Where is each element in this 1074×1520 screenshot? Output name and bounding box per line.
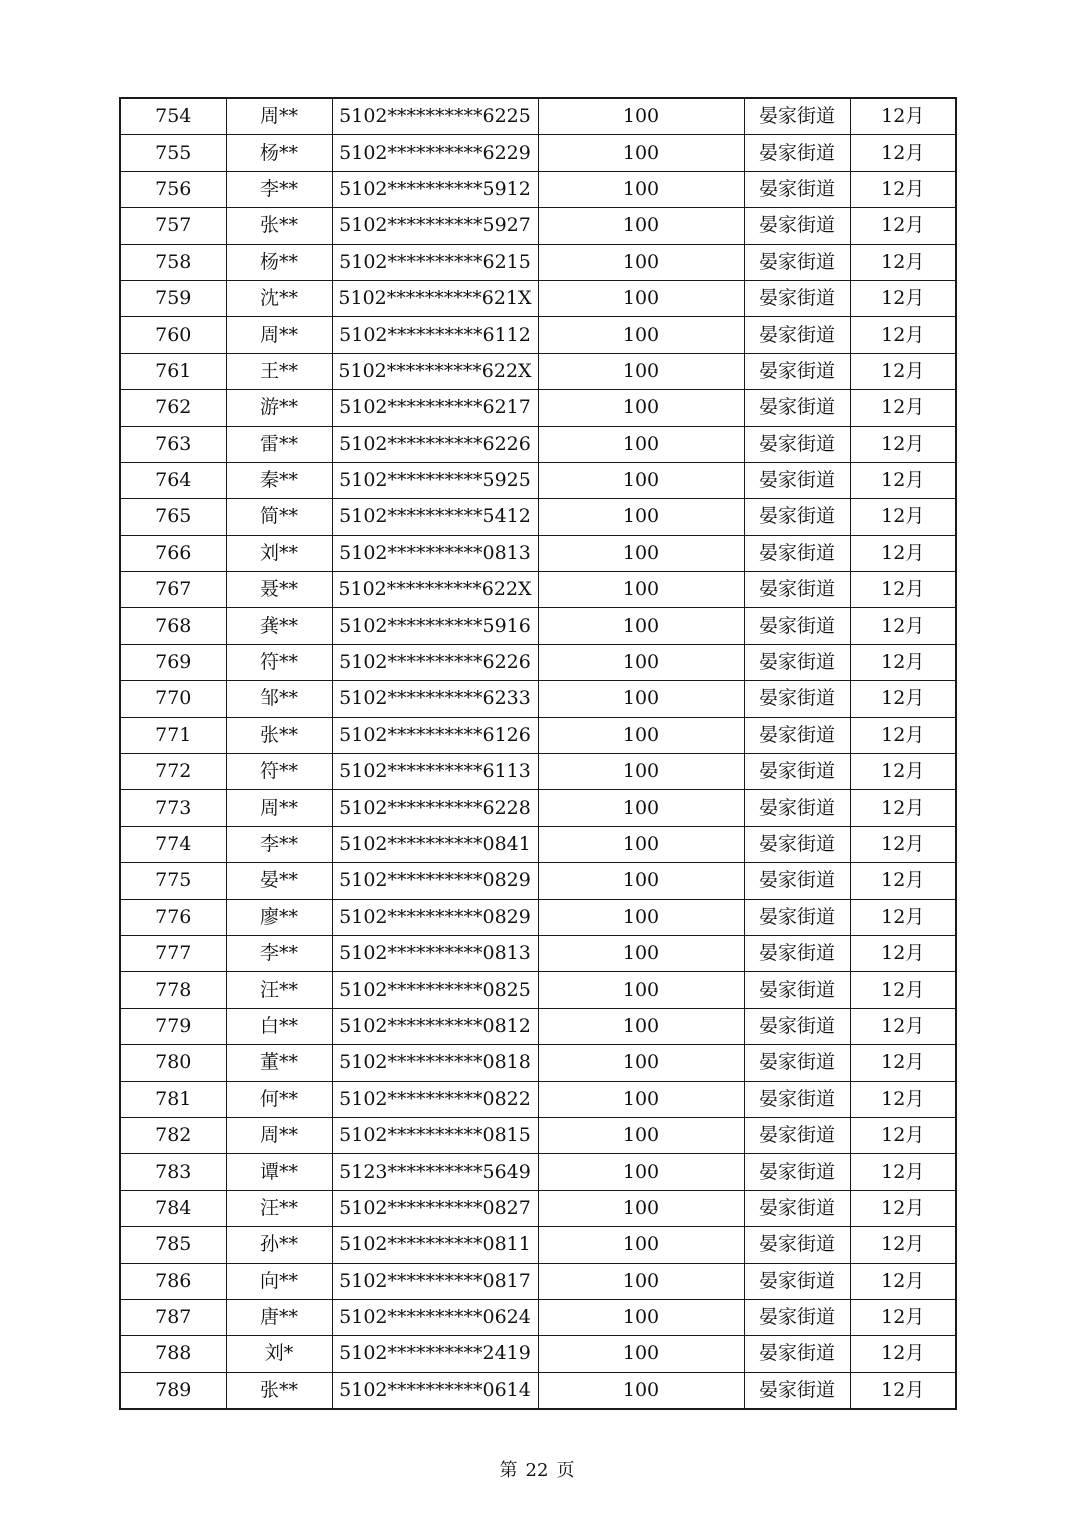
cell-name: 简** bbox=[226, 499, 332, 535]
cell-street: 晏家街道 bbox=[744, 1154, 850, 1190]
cell-serial-number: 771 bbox=[120, 717, 226, 753]
cell-serial-number: 789 bbox=[120, 1372, 226, 1409]
cell-month: 12月 bbox=[850, 972, 956, 1008]
table-row bbox=[120, 826, 956, 862]
cell-street: 晏家街道 bbox=[744, 754, 850, 790]
cell-serial-number: 762 bbox=[120, 390, 226, 426]
cell-month: 12月 bbox=[850, 462, 956, 498]
cell-street: 晏家街道 bbox=[744, 1299, 850, 1335]
cell-serial-number: 783 bbox=[120, 1154, 226, 1190]
cell-serial-number: 754 bbox=[120, 98, 226, 135]
cell-month: 12月 bbox=[850, 208, 956, 244]
cell-name: 唐** bbox=[226, 1299, 332, 1335]
cell-name: 周** bbox=[226, 790, 332, 826]
cell-street: 晏家街道 bbox=[744, 135, 850, 171]
cell-serial-number: 767 bbox=[120, 572, 226, 608]
cell-serial-number: 787 bbox=[120, 1299, 226, 1335]
table-row bbox=[120, 98, 956, 135]
cell-name: 汪** bbox=[226, 1190, 332, 1226]
cell-serial-number: 770 bbox=[120, 681, 226, 717]
cell-amount: 100 bbox=[538, 935, 744, 971]
cell-id-number: 5102**********5912 bbox=[332, 171, 538, 207]
cell-name: 雷** bbox=[226, 426, 332, 462]
cell-id-number: 5102**********622X bbox=[332, 572, 538, 608]
cell-month: 12月 bbox=[850, 608, 956, 644]
table-row bbox=[120, 1299, 956, 1335]
table-row bbox=[120, 171, 956, 207]
cell-month: 12月 bbox=[850, 754, 956, 790]
cell-month: 12月 bbox=[850, 681, 956, 717]
cell-serial-number: 765 bbox=[120, 499, 226, 535]
table-row bbox=[120, 1372, 956, 1409]
cell-month: 12月 bbox=[850, 1227, 956, 1263]
cell-id-number: 5102**********0813 bbox=[332, 535, 538, 571]
cell-amount: 100 bbox=[538, 899, 744, 935]
cell-street: 晏家街道 bbox=[744, 353, 850, 389]
cell-id-number: 5102**********0812 bbox=[332, 1008, 538, 1044]
cell-serial-number: 766 bbox=[120, 535, 226, 571]
cell-street: 晏家街道 bbox=[744, 280, 850, 316]
table-row bbox=[120, 899, 956, 935]
cell-name: 李** bbox=[226, 171, 332, 207]
cell-serial-number: 756 bbox=[120, 171, 226, 207]
cell-serial-number: 777 bbox=[120, 935, 226, 971]
table-row bbox=[120, 1081, 956, 1117]
cell-id-number: 5102**********5925 bbox=[332, 462, 538, 498]
cell-id-number: 5102**********0827 bbox=[332, 1190, 538, 1226]
cell-amount: 100 bbox=[538, 681, 744, 717]
table-row bbox=[120, 244, 956, 280]
cell-street: 晏家街道 bbox=[744, 499, 850, 535]
cell-amount: 100 bbox=[538, 499, 744, 535]
cell-serial-number: 761 bbox=[120, 353, 226, 389]
cell-name: 张** bbox=[226, 717, 332, 753]
cell-serial-number: 758 bbox=[120, 244, 226, 280]
table-row bbox=[120, 1154, 956, 1190]
cell-month: 12月 bbox=[850, 98, 956, 135]
table-row bbox=[120, 608, 956, 644]
table-row bbox=[120, 1117, 956, 1153]
cell-id-number: 5102**********0822 bbox=[332, 1081, 538, 1117]
cell-name: 符** bbox=[226, 644, 332, 680]
cell-street: 晏家街道 bbox=[744, 1081, 850, 1117]
cell-id-number: 5102**********0829 bbox=[332, 863, 538, 899]
cell-id-number: 5102**********0813 bbox=[332, 935, 538, 971]
cell-amount: 100 bbox=[538, 1081, 744, 1117]
cell-street: 晏家街道 bbox=[744, 1190, 850, 1226]
cell-month: 12月 bbox=[850, 317, 956, 353]
cell-amount: 100 bbox=[538, 1263, 744, 1299]
cell-month: 12月 bbox=[850, 390, 956, 426]
cell-id-number: 5102**********5927 bbox=[332, 208, 538, 244]
cell-id-number: 5102**********0818 bbox=[332, 1045, 538, 1081]
cell-amount: 100 bbox=[538, 135, 744, 171]
cell-name: 谭** bbox=[226, 1154, 332, 1190]
table-row bbox=[120, 353, 956, 389]
table-row bbox=[120, 390, 956, 426]
cell-street: 晏家街道 bbox=[744, 1336, 850, 1372]
cell-amount: 100 bbox=[538, 1372, 744, 1409]
cell-name: 邹** bbox=[226, 681, 332, 717]
table-row bbox=[120, 790, 956, 826]
cell-street: 晏家街道 bbox=[744, 644, 850, 680]
cell-month: 12月 bbox=[850, 353, 956, 389]
cell-serial-number: 763 bbox=[120, 426, 226, 462]
cell-month: 12月 bbox=[850, 1336, 956, 1372]
cell-serial-number: 786 bbox=[120, 1263, 226, 1299]
cell-serial-number: 776 bbox=[120, 899, 226, 935]
table-row bbox=[120, 1263, 956, 1299]
cell-amount: 100 bbox=[538, 390, 744, 426]
cell-month: 12月 bbox=[850, 935, 956, 971]
cell-street: 晏家街道 bbox=[744, 1117, 850, 1153]
cell-serial-number: 782 bbox=[120, 1117, 226, 1153]
cell-serial-number: 774 bbox=[120, 826, 226, 862]
cell-name: 何** bbox=[226, 1081, 332, 1117]
table-row bbox=[120, 1227, 956, 1263]
cell-name: 游** bbox=[226, 390, 332, 426]
cell-name: 聂** bbox=[226, 572, 332, 608]
cell-amount: 100 bbox=[538, 572, 744, 608]
cell-street: 晏家街道 bbox=[744, 899, 850, 935]
table-row bbox=[120, 317, 956, 353]
cell-month: 12月 bbox=[850, 171, 956, 207]
cell-name: 符** bbox=[226, 754, 332, 790]
cell-amount: 100 bbox=[538, 1190, 744, 1226]
cell-amount: 100 bbox=[538, 1045, 744, 1081]
cell-street: 晏家街道 bbox=[744, 317, 850, 353]
roster-body bbox=[120, 98, 956, 1409]
cell-serial-number: 778 bbox=[120, 972, 226, 1008]
cell-id-number: 5102**********5916 bbox=[332, 608, 538, 644]
cell-amount: 100 bbox=[538, 171, 744, 207]
cell-street: 晏家街道 bbox=[744, 1045, 850, 1081]
cell-serial-number: 764 bbox=[120, 462, 226, 498]
table-row bbox=[120, 1336, 956, 1372]
cell-id-number: 5102**********622X bbox=[332, 353, 538, 389]
table-row bbox=[120, 1008, 956, 1044]
cell-id-number: 5102**********0614 bbox=[332, 1372, 538, 1409]
cell-month: 12月 bbox=[850, 572, 956, 608]
cell-name: 孙** bbox=[226, 1227, 332, 1263]
cell-street: 晏家街道 bbox=[744, 98, 850, 135]
cell-serial-number: 779 bbox=[120, 1008, 226, 1044]
cell-street: 晏家街道 bbox=[744, 1227, 850, 1263]
cell-month: 12月 bbox=[850, 899, 956, 935]
cell-serial-number: 785 bbox=[120, 1227, 226, 1263]
cell-name: 晏** bbox=[226, 863, 332, 899]
page-footer bbox=[0, 1456, 1074, 1482]
table-row bbox=[120, 535, 956, 571]
cell-street: 晏家街道 bbox=[744, 863, 850, 899]
cell-id-number: 5102**********6229 bbox=[332, 135, 538, 171]
cell-id-number: 5102**********621X bbox=[332, 280, 538, 316]
cell-amount: 100 bbox=[538, 280, 744, 316]
cell-street: 晏家街道 bbox=[744, 171, 850, 207]
cell-name: 张** bbox=[226, 208, 332, 244]
cell-amount: 100 bbox=[538, 790, 744, 826]
cell-month: 12月 bbox=[850, 135, 956, 171]
cell-street: 晏家街道 bbox=[744, 790, 850, 826]
cell-month: 12月 bbox=[850, 1372, 956, 1409]
cell-name: 杨** bbox=[226, 244, 332, 280]
cell-month: 12月 bbox=[850, 244, 956, 280]
table-row bbox=[120, 426, 956, 462]
table-row bbox=[120, 717, 956, 753]
cell-street: 晏家街道 bbox=[744, 608, 850, 644]
table-row bbox=[120, 644, 956, 680]
cell-amount: 100 bbox=[538, 244, 744, 280]
cell-amount: 100 bbox=[538, 1336, 744, 1372]
cell-month: 12月 bbox=[850, 499, 956, 535]
cell-id-number: 5102**********5412 bbox=[332, 499, 538, 535]
cell-amount: 100 bbox=[538, 1299, 744, 1335]
cell-id-number: 5102**********0825 bbox=[332, 972, 538, 1008]
cell-name: 周** bbox=[226, 98, 332, 135]
cell-id-number: 5102**********6225 bbox=[332, 98, 538, 135]
cell-street: 晏家街道 bbox=[744, 826, 850, 862]
cell-id-number: 5102**********0817 bbox=[332, 1263, 538, 1299]
cell-amount: 100 bbox=[538, 462, 744, 498]
cell-id-number: 5102**********6226 bbox=[332, 644, 538, 680]
cell-name: 刘* bbox=[226, 1336, 332, 1372]
cell-serial-number: 769 bbox=[120, 644, 226, 680]
cell-id-number: 5102**********6113 bbox=[332, 754, 538, 790]
cell-amount: 100 bbox=[538, 1117, 744, 1153]
cell-name: 刘** bbox=[226, 535, 332, 571]
cell-name: 李** bbox=[226, 826, 332, 862]
cell-name: 董** bbox=[226, 1045, 332, 1081]
cell-name: 龚** bbox=[226, 608, 332, 644]
cell-amount: 100 bbox=[538, 1008, 744, 1044]
cell-serial-number: 788 bbox=[120, 1336, 226, 1372]
cell-name: 杨** bbox=[226, 135, 332, 171]
cell-id-number: 5102**********0815 bbox=[332, 1117, 538, 1153]
cell-name: 向** bbox=[226, 1263, 332, 1299]
cell-amount: 100 bbox=[538, 863, 744, 899]
cell-month: 12月 bbox=[850, 790, 956, 826]
cell-street: 晏家街道 bbox=[744, 208, 850, 244]
cell-month: 12月 bbox=[850, 644, 956, 680]
cell-serial-number: 768 bbox=[120, 608, 226, 644]
cell-id-number: 5102**********6228 bbox=[332, 790, 538, 826]
cell-month: 12月 bbox=[850, 426, 956, 462]
cell-name: 沈** bbox=[226, 280, 332, 316]
cell-serial-number: 759 bbox=[120, 280, 226, 316]
cell-id-number: 5102**********6126 bbox=[332, 717, 538, 753]
table-row bbox=[120, 462, 956, 498]
cell-month: 12月 bbox=[850, 863, 956, 899]
cell-amount: 100 bbox=[538, 208, 744, 244]
cell-street: 晏家街道 bbox=[744, 1263, 850, 1299]
cell-amount: 100 bbox=[538, 353, 744, 389]
cell-name: 白** bbox=[226, 1008, 332, 1044]
cell-serial-number: 757 bbox=[120, 208, 226, 244]
cell-serial-number: 755 bbox=[120, 135, 226, 171]
table-row bbox=[120, 935, 956, 971]
cell-month: 12月 bbox=[850, 1008, 956, 1044]
cell-name: 廖** bbox=[226, 899, 332, 935]
cell-amount: 100 bbox=[538, 644, 744, 680]
cell-serial-number: 784 bbox=[120, 1190, 226, 1226]
cell-name: 周** bbox=[226, 317, 332, 353]
footer-prefix: 第 bbox=[499, 1460, 518, 1481]
cell-street: 晏家街道 bbox=[744, 1372, 850, 1409]
cell-id-number: 5102**********0841 bbox=[332, 826, 538, 862]
cell-amount: 100 bbox=[538, 98, 744, 135]
cell-serial-number: 780 bbox=[120, 1045, 226, 1081]
cell-amount: 100 bbox=[538, 608, 744, 644]
cell-name: 王** bbox=[226, 353, 332, 389]
cell-month: 12月 bbox=[850, 1154, 956, 1190]
cell-street: 晏家街道 bbox=[744, 572, 850, 608]
cell-serial-number: 773 bbox=[120, 790, 226, 826]
table-row bbox=[120, 499, 956, 535]
cell-id-number: 5102**********2419 bbox=[332, 1336, 538, 1372]
cell-name: 李** bbox=[226, 935, 332, 971]
cell-id-number: 5102**********6233 bbox=[332, 681, 538, 717]
cell-name: 汪** bbox=[226, 972, 332, 1008]
cell-month: 12月 bbox=[850, 1117, 956, 1153]
cell-month: 12月 bbox=[850, 826, 956, 862]
cell-month: 12月 bbox=[850, 1263, 956, 1299]
cell-name: 秦** bbox=[226, 462, 332, 498]
cell-month: 12月 bbox=[850, 1190, 956, 1226]
table-row bbox=[120, 572, 956, 608]
table-row bbox=[120, 280, 956, 316]
cell-street: 晏家街道 bbox=[744, 972, 850, 1008]
roster-table bbox=[119, 97, 957, 1410]
cell-amount: 100 bbox=[538, 1154, 744, 1190]
cell-month: 12月 bbox=[850, 717, 956, 753]
cell-month: 12月 bbox=[850, 535, 956, 571]
cell-amount: 100 bbox=[538, 317, 744, 353]
cell-amount: 100 bbox=[538, 717, 744, 753]
cell-street: 晏家街道 bbox=[744, 390, 850, 426]
cell-id-number: 5102**********6112 bbox=[332, 317, 538, 353]
cell-serial-number: 775 bbox=[120, 863, 226, 899]
cell-id-number: 5102**********6226 bbox=[332, 426, 538, 462]
table-row bbox=[120, 754, 956, 790]
cell-street: 晏家街道 bbox=[744, 717, 850, 753]
table-row bbox=[120, 208, 956, 244]
cell-id-number: 5102**********6217 bbox=[332, 390, 538, 426]
footer-page-number: 22 bbox=[525, 1460, 549, 1481]
cell-amount: 100 bbox=[538, 535, 744, 571]
cell-street: 晏家街道 bbox=[744, 426, 850, 462]
cell-amount: 100 bbox=[538, 826, 744, 862]
cell-id-number: 5123**********5649 bbox=[332, 1154, 538, 1190]
cell-month: 12月 bbox=[850, 1299, 956, 1335]
cell-street: 晏家街道 bbox=[744, 462, 850, 498]
cell-id-number: 5102**********0811 bbox=[332, 1227, 538, 1263]
cell-name: 张** bbox=[226, 1372, 332, 1409]
cell-street: 晏家街道 bbox=[744, 244, 850, 280]
cell-amount: 100 bbox=[538, 972, 744, 1008]
table-row bbox=[120, 1190, 956, 1226]
cell-name: 周** bbox=[226, 1117, 332, 1153]
cell-amount: 100 bbox=[538, 1227, 744, 1263]
cell-month: 12月 bbox=[850, 1045, 956, 1081]
cell-month: 12月 bbox=[850, 280, 956, 316]
cell-id-number: 5102**********0624 bbox=[332, 1299, 538, 1335]
cell-id-number: 5102**********0829 bbox=[332, 899, 538, 935]
cell-serial-number: 760 bbox=[120, 317, 226, 353]
table-row bbox=[120, 972, 956, 1008]
table-row bbox=[120, 1045, 956, 1081]
cell-serial-number: 781 bbox=[120, 1081, 226, 1117]
table-row bbox=[120, 135, 956, 171]
footer-suffix: 页 bbox=[556, 1460, 575, 1481]
table-row bbox=[120, 681, 956, 717]
cell-amount: 100 bbox=[538, 754, 744, 790]
cell-id-number: 5102**********6215 bbox=[332, 244, 538, 280]
cell-street: 晏家街道 bbox=[744, 681, 850, 717]
cell-serial-number: 772 bbox=[120, 754, 226, 790]
cell-month: 12月 bbox=[850, 1081, 956, 1117]
cell-amount: 100 bbox=[538, 426, 744, 462]
cell-street: 晏家街道 bbox=[744, 935, 850, 971]
cell-street: 晏家街道 bbox=[744, 1008, 850, 1044]
cell-street: 晏家街道 bbox=[744, 535, 850, 571]
table-row bbox=[120, 863, 956, 899]
